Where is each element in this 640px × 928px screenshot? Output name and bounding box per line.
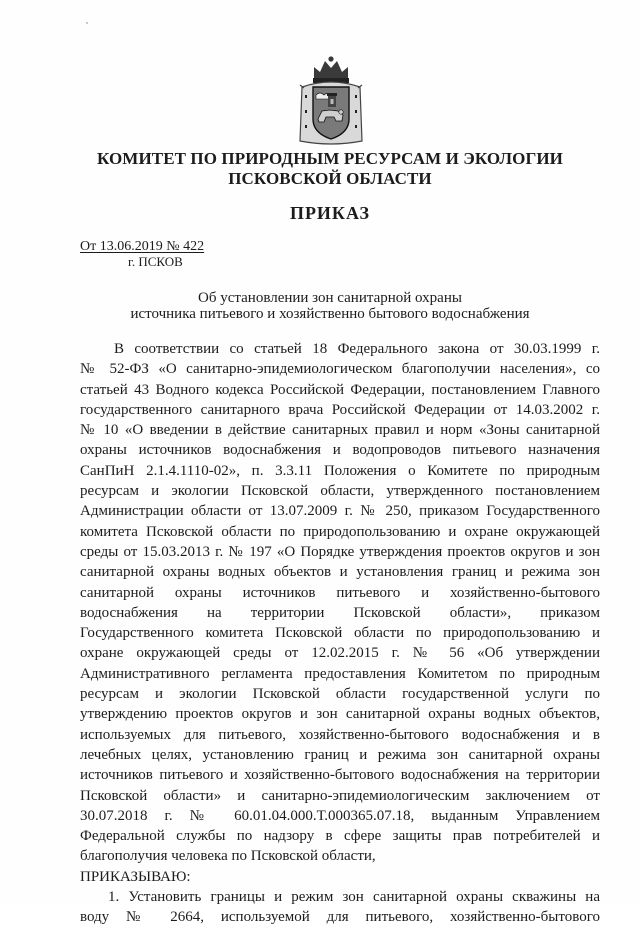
body-line: государственного санитарного врача Российской Федерации от 14.03.2002 г. (80, 401, 600, 418)
body-line: охране окружающей среды от 12.02.2015 г. № 56 «Об утверждении (80, 645, 600, 662)
coat-of-arms-emblem (296, 55, 366, 147)
body-line: СанПиН 2.1.4.1110-02», п. 3.3.11 Положения о Комитете по природным (80, 462, 600, 479)
body-line: ресурсам и экологии Псковской области, утвержденного постановлением (80, 483, 600, 500)
body-line: благополучия человека по Псковской области, (80, 848, 376, 865)
body-line: водоснабжения на территории Псковской области», приказом (80, 604, 600, 621)
body-line: № 52-ФЗ «О санитарно-эпидемиологическом благополучии населения», со (80, 361, 600, 378)
order-date-number: От 13.06.2019 № 422 (80, 239, 205, 254)
body-line: Псковской области» и санитарно-эпидемиологическим заключением от (80, 787, 600, 804)
organization-name-line2: ПСКОВСКОЙ ОБЛАСТИ (228, 169, 432, 188)
order-body (80, 339, 600, 928)
order-item-1-line2: воду № 2664, используемой для питьевого, хозяйственно-бытового (80, 909, 600, 926)
scan-speck (86, 22, 88, 24)
body-line: источников питьевого и хозяйственно-бытового водоснабжения на территории (80, 767, 600, 784)
order-word: ПРИКАЗЫВАЮ: (80, 868, 191, 885)
body-line: Государственного комитета Псковской области по природопользованию и (80, 625, 600, 642)
order-subject-line2: источника питьевого и хозяйственно бытового водоснабжения (130, 306, 530, 322)
organization-name-line1: КОМИТЕТ ПО ПРИРОДНЫМ РЕСУРСАМ И ЭКОЛОГИИ (96, 149, 564, 168)
body-line: ресурсам и экологии Псковской области государственной услуги по (80, 686, 600, 703)
body-line: № 10 «О введении в действие санитарных правил и норм «Зоны санитарной (80, 422, 600, 439)
body-line: охраны источников водоснабжения и водопроводов питьевого назначения (80, 442, 600, 459)
document-type-title: ПРИКАЗ (289, 203, 371, 223)
body-line: статьей 43 Водного кодекса Российской Федерации, постановлением Главного (80, 381, 600, 398)
body-line: лечебных целях, установлению границ и режима зон санитарной охраны (80, 746, 600, 763)
body-line: Администрации области от 13.07.2009 г. № 250, приказом Государственного (80, 503, 600, 520)
body-line: Федеральной службы по надзору в сфере защиты прав потребителей и (80, 828, 600, 845)
order-city: г. ПСКОВ (128, 254, 183, 269)
body-line: комитета Псковской области по природопользованию и охране окружающей (80, 523, 600, 540)
body-line: В соответствии со статьей 18 Федерального закона от 30.03.1999 г. (114, 341, 600, 357)
body-line: утверждению проектов округов и зон санитарной охраны водных объектов, (80, 706, 600, 723)
body-line: санитарной охраны водных объектов и установления границ и режима зон (80, 564, 600, 581)
body-line: Административного регламента предоставления Комитетом по природным (80, 665, 600, 682)
order-item-1-line1: 1. Установить границы и режим зон санитарной охраны скважины на (108, 889, 600, 906)
order-subject-line1: Об установлении зон санитарной охраны (198, 290, 462, 306)
body-line: среды от 15.03.2013 г. № 197 «О Порядке утверждения проектов округов и зон (80, 543, 600, 560)
body-line: санитарной охраны источников питьевого и хозяйственно-бытового (80, 584, 600, 601)
body-line: используемых для питьевого, хозяйственно-бытового водоснабжения и в (80, 726, 600, 743)
body-line: 30.07.2018 г. № 60.01.04.000.Т.000365.07.18, выданным Управлением (80, 807, 600, 824)
